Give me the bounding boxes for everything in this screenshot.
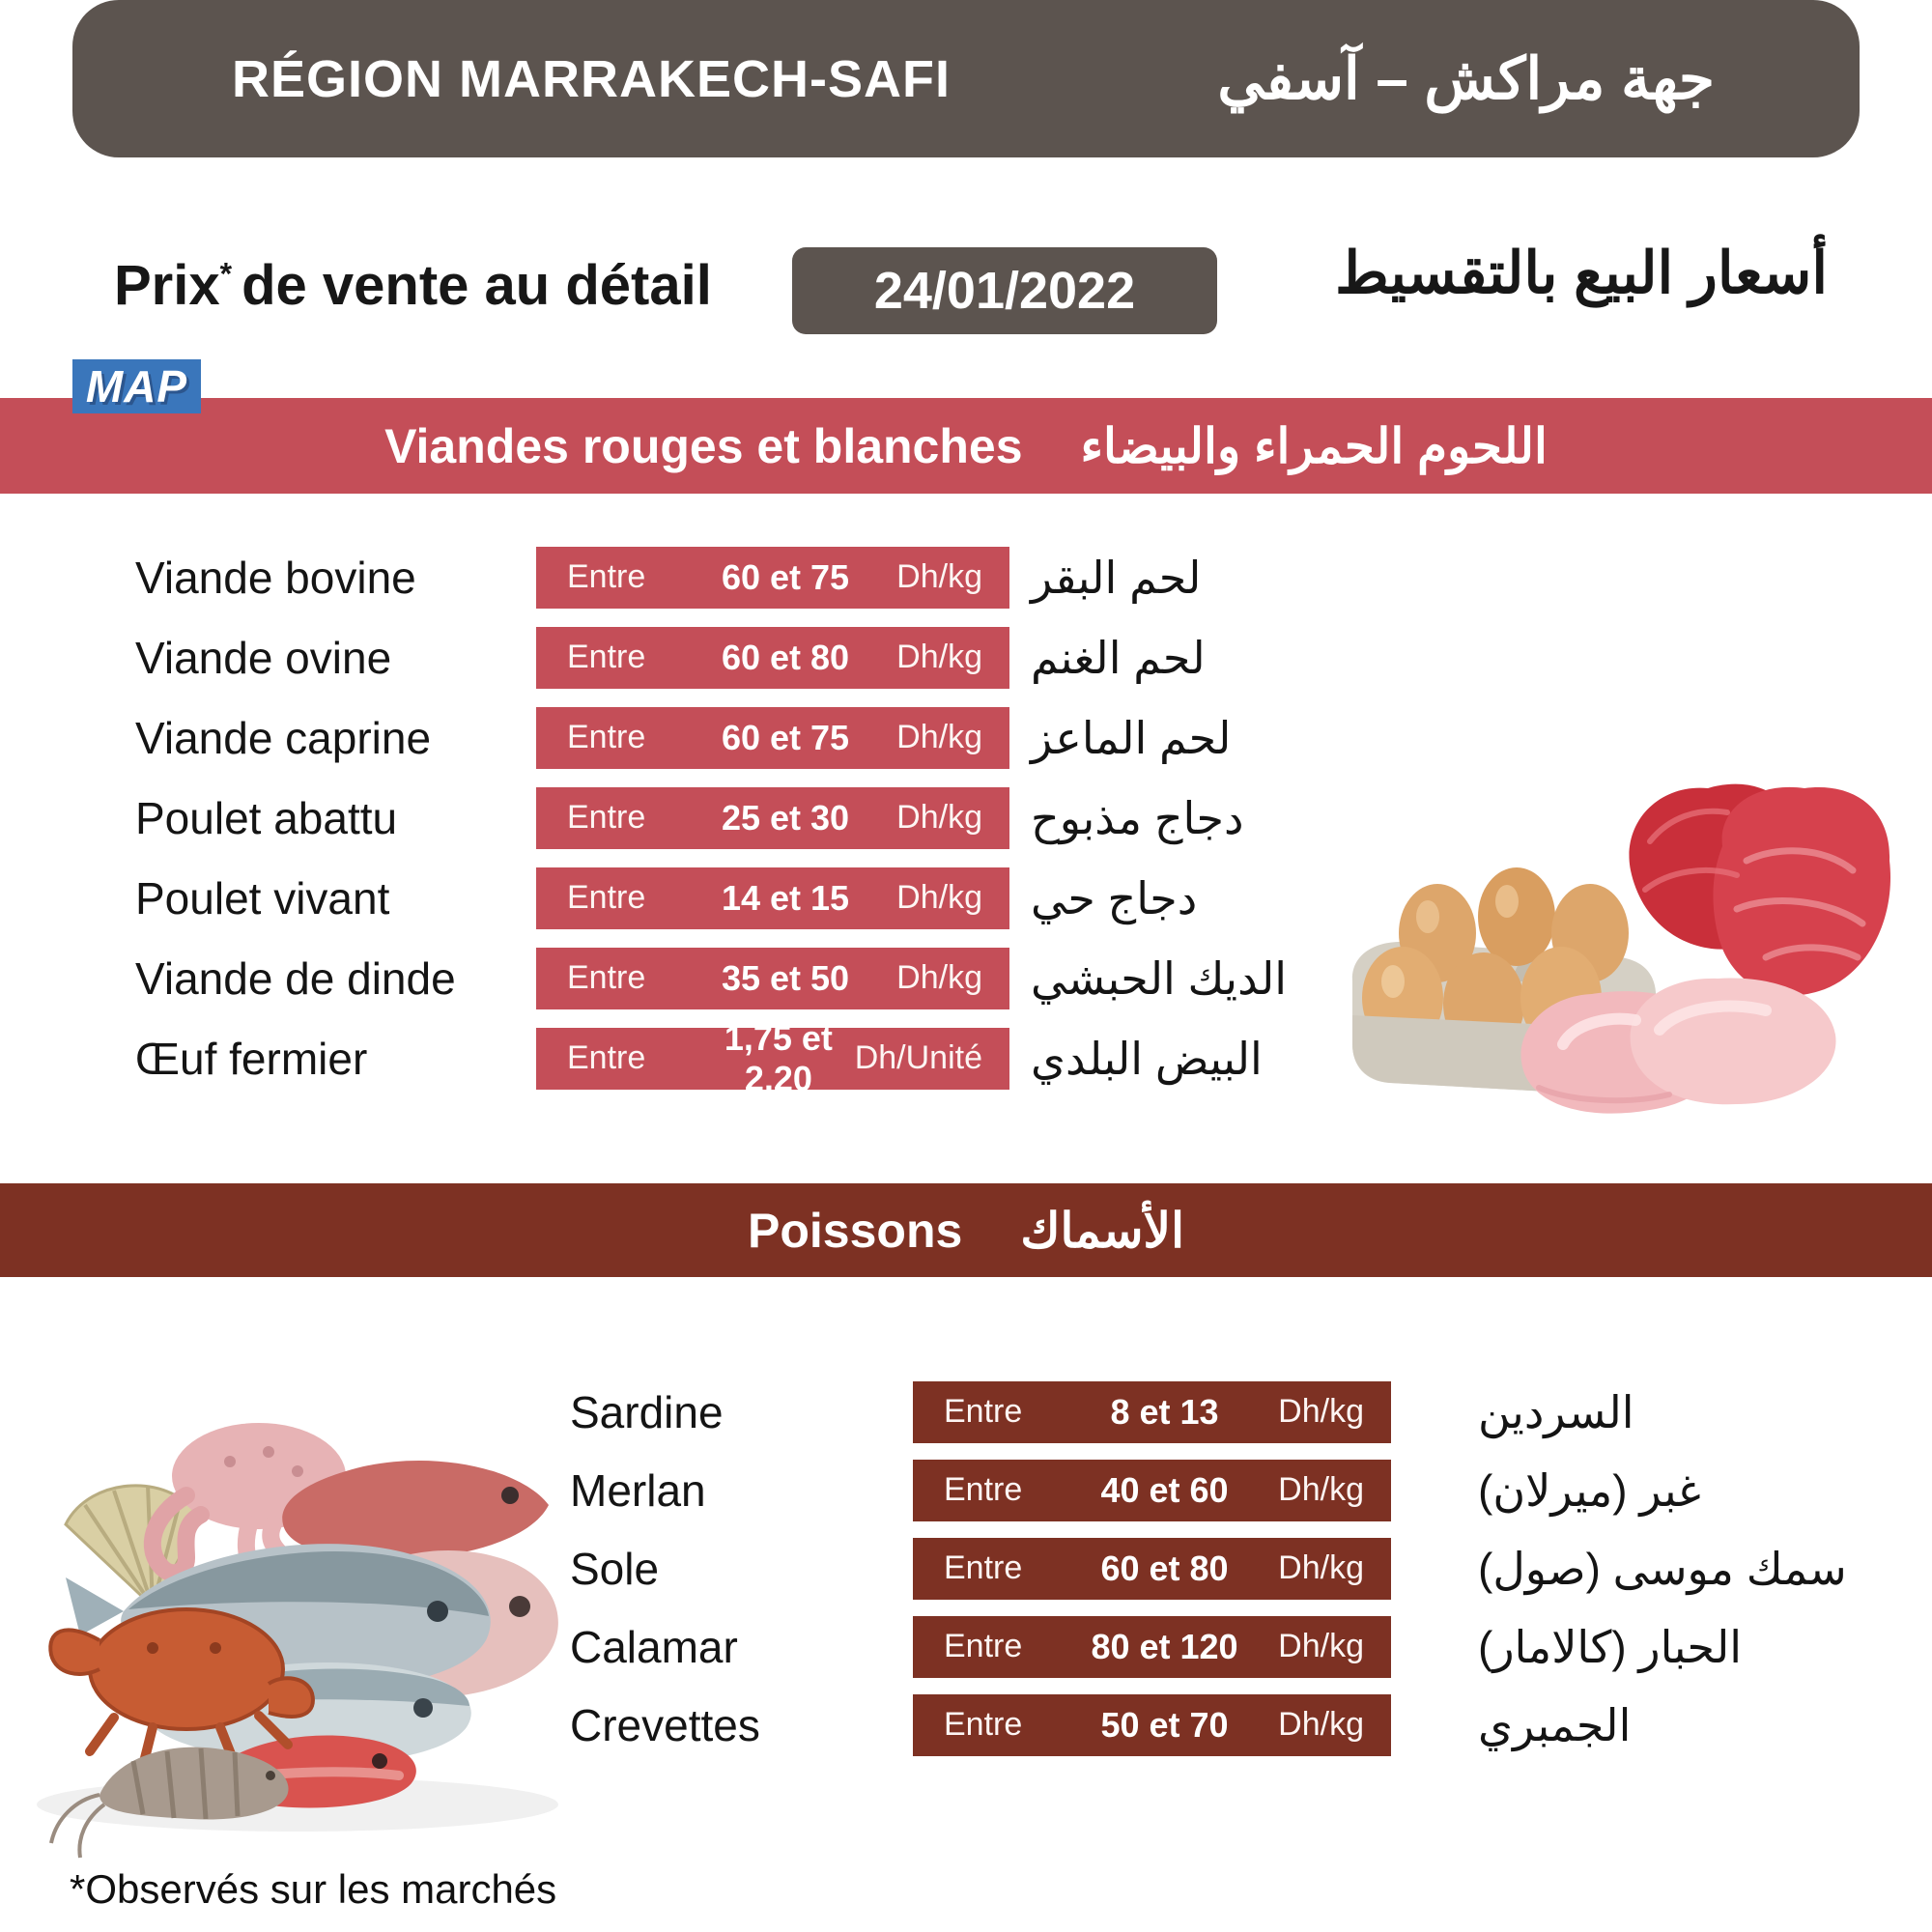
price-unit: Dh/Unité: [854, 1039, 982, 1076]
meat-banner-fr: Viandes rouges et blanches: [384, 418, 1023, 473]
product-label-ar: لحم الماعز: [1031, 712, 1232, 763]
price-range: 40 et 60: [1100, 1469, 1229, 1510]
price-unit: Dh/kg: [896, 959, 982, 996]
price-pill: [536, 787, 1009, 849]
entre-label: Entre: [944, 1628, 1023, 1664]
meat-eggs-photo: [1341, 753, 1901, 1132]
price-pill: [536, 547, 1009, 609]
price-pill: [913, 1616, 1391, 1678]
price-unit: Dh/kg: [1278, 1549, 1364, 1586]
product-label-ar: السردين: [1478, 1386, 1634, 1437]
price-range: 60 et 75: [721, 556, 850, 597]
price-unit: Dh/kg: [1278, 1471, 1364, 1508]
product-label-fr: Crevettes: [570, 1699, 760, 1750]
price-range: 80 et 120: [1091, 1626, 1238, 1666]
product-label-fr: Viande ovine: [135, 632, 392, 683]
product-label-ar: سمك موسى (صول): [1478, 1543, 1847, 1594]
fish-banner-ar: الأسماك: [1020, 1203, 1184, 1258]
entre-label: Entre: [567, 639, 646, 675]
product-label-fr: Œuf fermier: [135, 1033, 368, 1084]
price-range: 14 et 15: [721, 877, 850, 918]
product-label-fr: Sardine: [570, 1386, 724, 1437]
beef-illustration: [1629, 784, 1890, 996]
header-bar: [72, 0, 1860, 157]
map-logo: MAP: [72, 359, 201, 413]
product-label-ar: لحم الغنم: [1031, 632, 1206, 683]
price-pill: [913, 1460, 1391, 1521]
price-unit: Dh/kg: [896, 558, 982, 595]
product-label-fr: Viande bovine: [135, 552, 416, 603]
product-label-ar: غبر (ميرلان): [1478, 1464, 1701, 1516]
date-badge: 24/01/2022: [792, 247, 1217, 334]
subtitle-fr: [114, 253, 712, 318]
meat-banner-ar: اللحوم الحمراء والبيضاء: [1080, 418, 1548, 473]
price-range: 60 et 80: [1100, 1548, 1229, 1588]
price-unit: Dh/kg: [896, 879, 982, 916]
price-range: 8 et 13: [1110, 1391, 1219, 1432]
product-label-fr: Viande caprine: [135, 712, 432, 763]
price-pill: [913, 1381, 1391, 1443]
price-pill: [913, 1538, 1391, 1600]
product-label-fr: Poulet abattu: [135, 792, 398, 843]
entre-label: Entre: [567, 1039, 646, 1076]
table-row: [0, 617, 1932, 697]
price-unit: Dh/kg: [1278, 1393, 1364, 1430]
entre-label: Entre: [567, 799, 646, 836]
price-pill: [913, 1694, 1391, 1756]
meat-section-banner: [0, 398, 1932, 494]
fish-section-banner: [0, 1183, 1932, 1277]
asterisk-mark: *: [219, 256, 233, 292]
seafood-photo: [8, 1389, 578, 1864]
product-label-fr: Merlan: [570, 1464, 706, 1516]
entre-label: Entre: [567, 558, 646, 595]
subtitle-ar: أسعار البيع بالتقسيط: [1335, 241, 1828, 305]
footnote: *Observés sur les marchés: [70, 1866, 557, 1912]
entre-label: Entre: [944, 1393, 1023, 1430]
price-pill: [536, 707, 1009, 769]
product-label-fr: Sole: [570, 1543, 660, 1594]
subtitle-prix: Prix: [114, 254, 220, 317]
price-range: 35 et 50: [721, 957, 850, 998]
product-label-fr: Viande de dinde: [135, 952, 456, 1004]
price-pill: [536, 948, 1009, 1009]
product-label-ar: دجاج حي: [1031, 872, 1198, 923]
product-label-ar: الجمبري: [1478, 1699, 1632, 1750]
price-range: 50 et 70: [1100, 1704, 1229, 1745]
price-unit: Dh/kg: [896, 799, 982, 836]
entre-label: Entre: [944, 1471, 1023, 1508]
price-unit: Dh/kg: [1278, 1628, 1364, 1664]
price-pill: [536, 1017, 1009, 1098]
price-range: 60 et 80: [721, 637, 850, 677]
price-range: 25 et 30: [721, 797, 850, 838]
region-title-ar: جهة مراكش – آسفي: [1217, 45, 1715, 111]
price-unit: Dh/kg: [1278, 1706, 1364, 1743]
product-label-fr: Calamar: [570, 1621, 738, 1672]
entre-label: Entre: [567, 879, 646, 916]
product-label-ar: البيض البلدي: [1031, 1033, 1263, 1084]
entre-label: Entre: [567, 719, 646, 755]
price-range: 1,75 et 2,20: [724, 1017, 833, 1098]
table-row: [0, 537, 1932, 617]
price-range: 60 et 75: [721, 717, 850, 757]
product-label-ar: لحم البقر: [1031, 552, 1202, 603]
subtitle-rest: de vente au détail: [242, 254, 712, 317]
product-label-fr: Poulet vivant: [135, 872, 390, 923]
fish-banner-fr: Poissons: [748, 1203, 963, 1258]
product-label-ar: الديك الحبشي: [1031, 952, 1288, 1004]
price-unit: Dh/kg: [896, 639, 982, 675]
price-pill: [536, 627, 1009, 689]
entre-label: Entre: [944, 1549, 1023, 1586]
entre-label: Entre: [944, 1706, 1023, 1743]
price-unit: Dh/kg: [896, 719, 982, 755]
product-label-ar: دجاج مذبوح: [1031, 792, 1244, 843]
chicken-illustration: [1520, 979, 1835, 1114]
entre-label: Entre: [567, 959, 646, 996]
product-label-ar: الحبار (كالامار): [1478, 1621, 1743, 1672]
region-title-fr: RÉGION MARRAKECH-SAFI: [232, 49, 951, 108]
price-pill: [536, 867, 1009, 929]
